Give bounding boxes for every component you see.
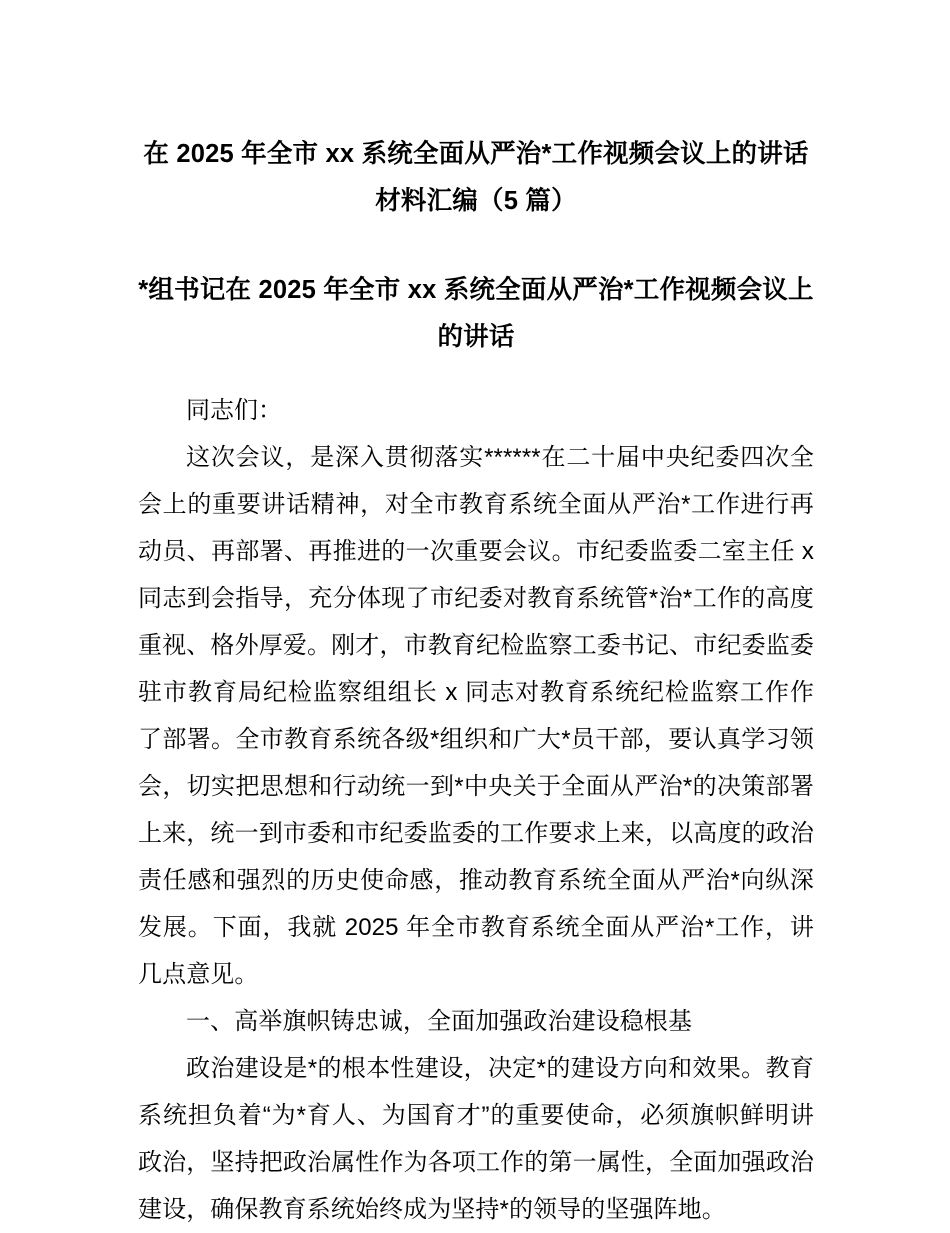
document-subtitle: *组书记在 2025 年全市 xx 系统全面从严治*工作视频会议上的讲话 xyxy=(138,276,814,351)
salutation: 同志们： xyxy=(186,397,282,424)
document-body xyxy=(138,387,814,1233)
document-content xyxy=(138,0,814,1233)
body-paragraph: 政治建设是*的根本性建设，决定*的建设方向和效果。教育系统担负着“为*育人、为国育才”的重要使命，必须旗帜鲜明讲政治，坚持把政治属性作为各项工作的第一属性，全面加强政治建设，确保教育系统始终成为坚持*的领导的坚强阵地。 xyxy=(138,1055,814,1223)
body-paragraph: 这次会议，是深入贯彻落实******在二十届中央纪委四次全会上的重要讲话精神，对全市教育系统全面从严治*工作进行再动员、再部署、再推进的一次重要会议。市纪委监委二室主任 x 同志到会指导，充分体现了市纪委对教育系统管*治*工作的高度重视、格外厚爱。刚才，市教育纪检监察工委书记、市纪委监委驻市教育局纪检监察组组长 x 同志对教育系统纪检监察工作作了部署。全市教育系统各级*组织和广大*员干部，要认真学习领会，切实把思想和行动统一到*中央关于全面从严治*的决策部署上来，统一到市委和市纪委监委的工作要求上来，以高度的政治责任感和强烈的历史使命感，推动教育系统全面从严治*向纵深发展。下面，我就 2025 年全市教育系统全面从严治*工作，讲几点意见。 xyxy=(138,444,814,988)
document-title: 在 2025 年全市 xx 系统全面从严治*工作视频会议上的讲话材料汇编（5 篇） xyxy=(143,140,809,215)
section-heading-one: 一、高举旗帜铸忠诚，全面加强政治建设稳根基 xyxy=(186,1008,693,1035)
